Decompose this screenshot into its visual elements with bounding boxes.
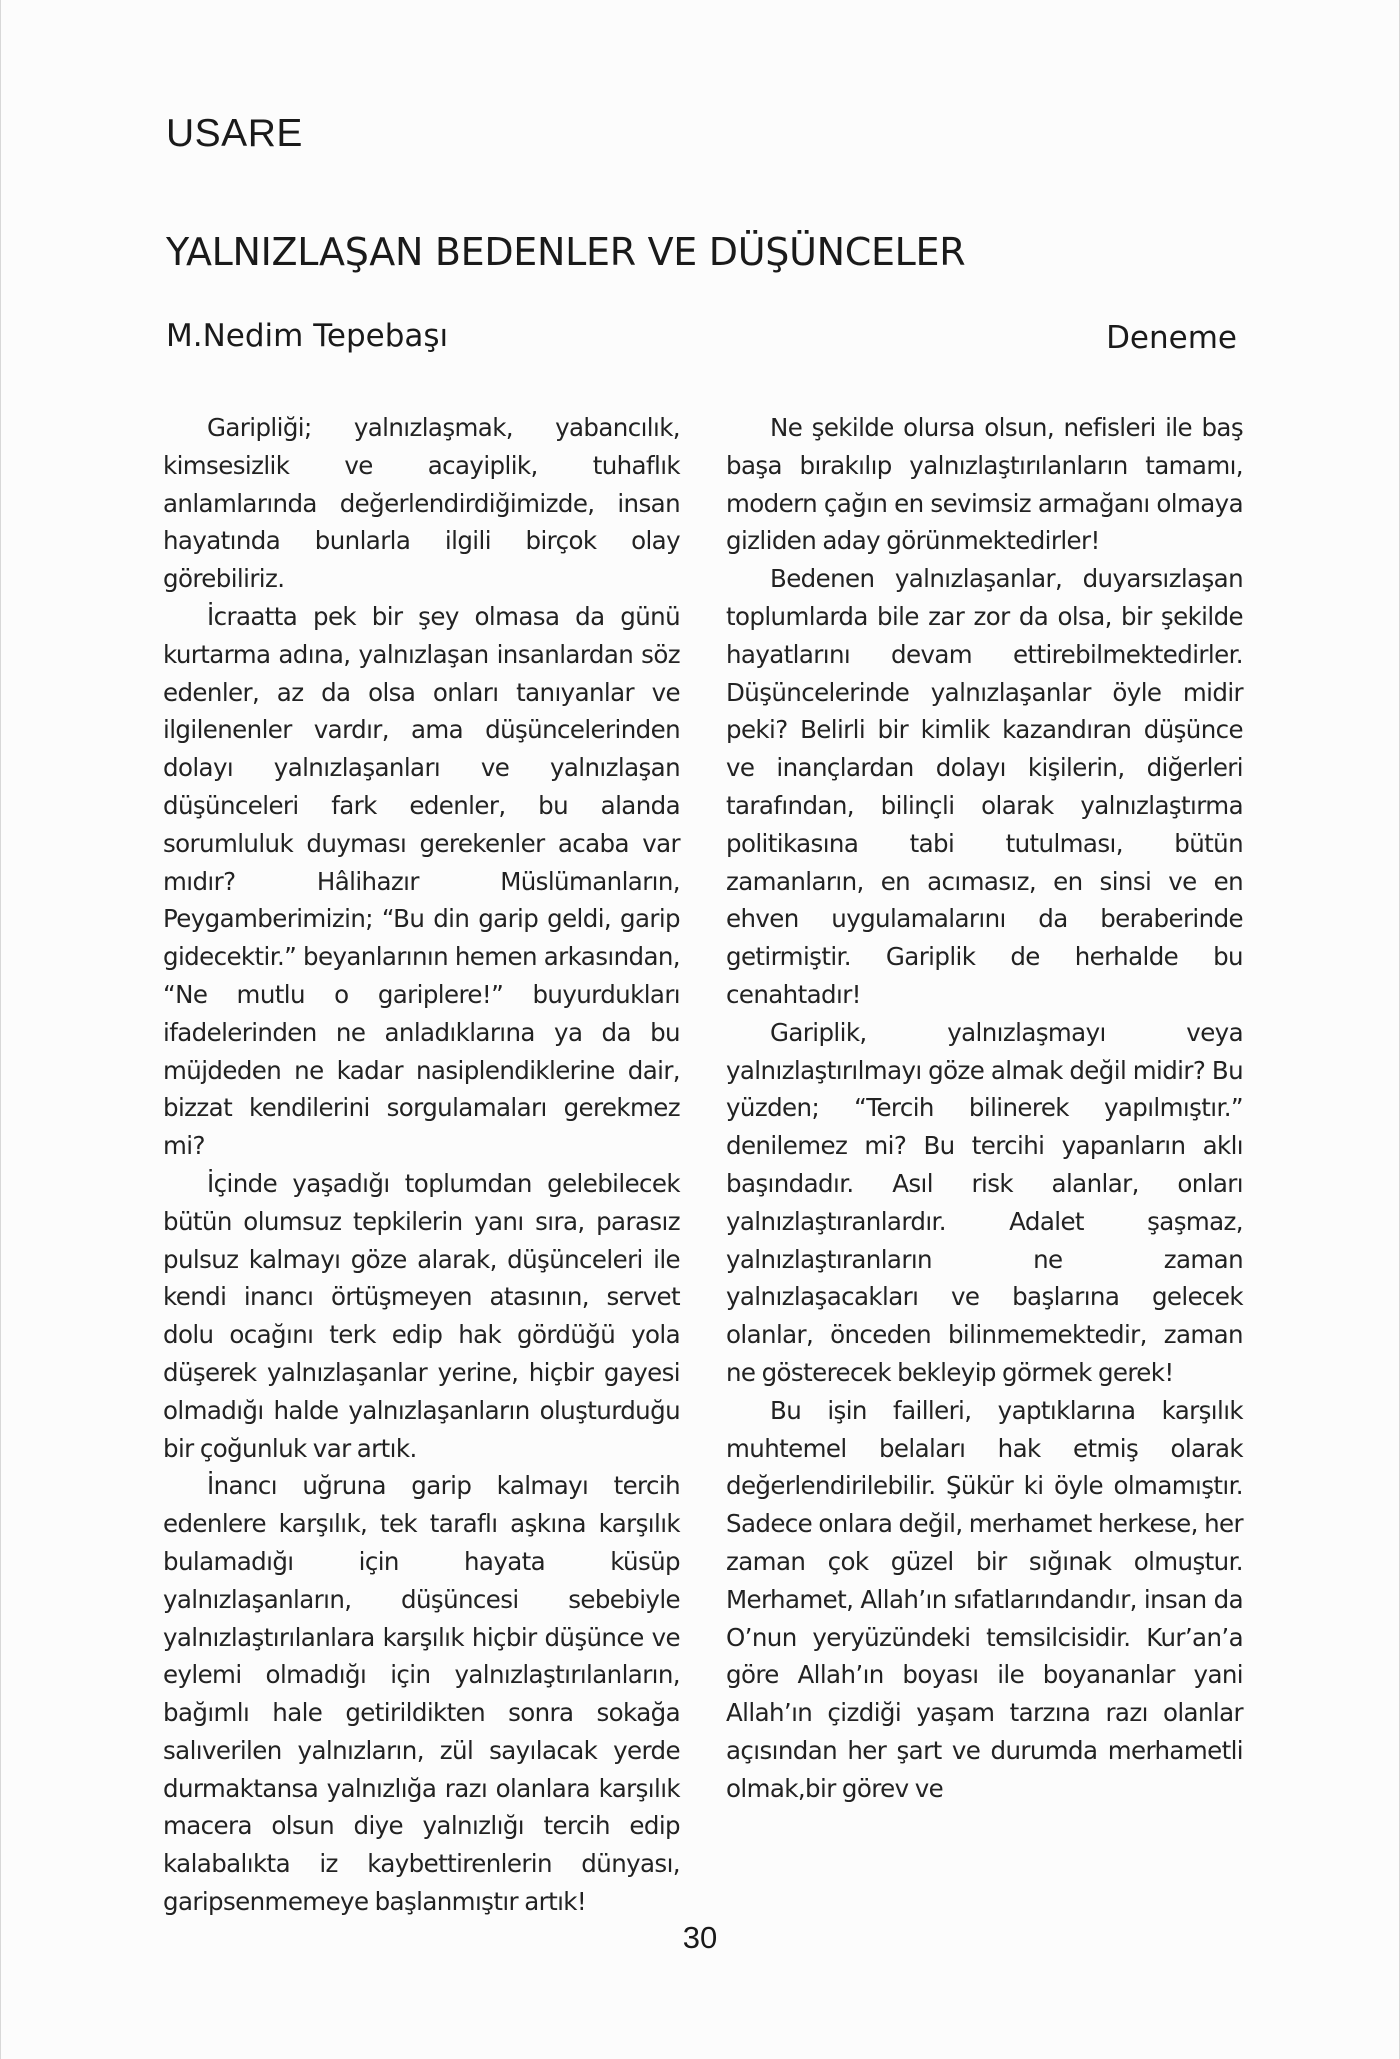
article-right-column [726, 409, 1243, 1807]
page-number: 30 [682, 1920, 718, 1955]
magazine-name: USARE [166, 112, 303, 155]
paragraph: Ne şekilde olursa olsun, nefisleri ile baş başa bırakılıp yalnızlaştırılanların tamamı, modern çağın en sevimsiz armağanı olmaya gizliden aday görünmektedirler! [726, 413, 1243, 556]
paragraph: İcraatta pek bir şey olmasa da günü kurtarma adına, yalnızlaşan insanlardan söz edenler, az da olsa onları tanıyanlar ve ilgilenenler vardır, ama düşüncelerinden dolayı yalnızlaşanları ve yalnızlaşan düşünceleri fark edenler, bu alanda sorumluluk duyması gerekenler acaba var mıdır? Hâlihazır Müslümanların, Peygamberimizin; “Bu din garip geldi, garip gidecektir.” beyanlarının hemen arkasından, “Ne mutlu o gariplere!” buyurdukları ifadelerinden ne anladıklarına ya da bu müjdeden ne kadar nasiplendiklerine dair, bizzat kendilerini sorgulamaları gerekmez mi? [163, 601, 680, 1161]
paragraph: Bedenen yalnızlaşanlar, duyarsızlaşan toplumlarda bile zar zor da olsa, bir şekilde hayatlarını devam ettirebilmektedirler. Düşüncelerinde yalnızlaşanlar öyle midir peki? Belirli bir kimlik kazandıran düşünce ve inançlardan dolayı kişilerin, diğerleri tarafından, bilinçli olarak yalnızlaştırma politikasına tabi tutulması, bütün zamanların, en acımasız, en sinsi ve en ehven uygulamalarını da beraberinde getirmiştir. Gariplik de herhalde bu cenahtadır! [726, 564, 1243, 1009]
paragraph: Bu işin failleri, yaptıklarına karşılık muhtemel belaları hak etmiş olarak değerlendirilebilir. Şükür ki öyle olmamıştır. Sadece onlara değil, merhamet herkese, her zaman çok güzel bir sığınak olmuştur. Merhamet, Allah’ın sıfatlarındandır, insan da O’nun yeryüzündeki temsilcisidir. Kur’an’a göre Allah’ın boyası ile boyananlar yani Allah’ın çizdiği yaşam tarzına razı olanlar açısından her şart ve durumda merhametli olmak,bir görev ve [726, 1395, 1243, 1803]
article-left-column [163, 409, 680, 1921]
paragraph: İnancı uğruna garip kalmayı tercih edenlere karşılık, tek taraflı aşkına karşılık bulamadığı için hayata küsüp yalnızlaşanların, düşüncesi sebebiyle yalnızlaştırılanlara karşılık hiçbir düşünce ve eylemi olmadığı için yalnızlaştırılanların, bağımlı hale getirildikten sonra sokağa salıverilen yalnızların, zül sayılacak yerde durmaktansa yalnızlığa razı olanlara karşılık macera olsun diye yalnızlığı tercih edip kalabalıkta iz kaybettirenlerin dünyası, garipsenmemeye başlanmıştır artık! [163, 1471, 680, 1917]
paragraph: Garipliği; yalnızlaşmak, yabancılık, kimsesizlik ve acayiplik, tuhaflık anlamlarında değerlendirdiğimizde, insan hayatında bunlarla ilgili birçok olay görebiliriz. [163, 413, 680, 594]
paragraph: Gariplik, yalnızlaşmayı veya yalnızlaştırılmayı göze almak değil midir? Bu yüzden; “Tercih bilinerek yapılmıştır.” denilemez mi? Bu tercihi yapanların aklı başındadır. Asıl risk alanlar, onları yalnızlaştıranlardır. Adalet şaşmaz, yalnızlaştıranların ne zaman yalnızlaşacakları ve başlarına gelecek olanlar, önceden bilinmemektedir, zaman ne gösterecek bekleyip görmek gerek! [726, 1017, 1243, 1387]
author-name: M.Nedim Tepebaşı [166, 318, 449, 354]
article-title: YALNIZLAŞAN BEDENLER VE DÜŞÜNCELER [166, 230, 966, 274]
genre-label: Deneme [1106, 320, 1237, 356]
paragraph: İçinde yaşadığı toplumdan gelebilecek bütün olumsuz tepkilerin yanı sıra, parasız pulsuz kalmayı göze alarak, düşünceleri ile kendi inancı örtüşmeyen atasının, servet dolu ocağını terk edip hak gördüğü yola düşerek yalnızlaşanlar yerine, hiçbir gayesi olmadığı halde yalnızlaşanların oluşturduğu bir çoğunluk var artık. [163, 1168, 680, 1463]
